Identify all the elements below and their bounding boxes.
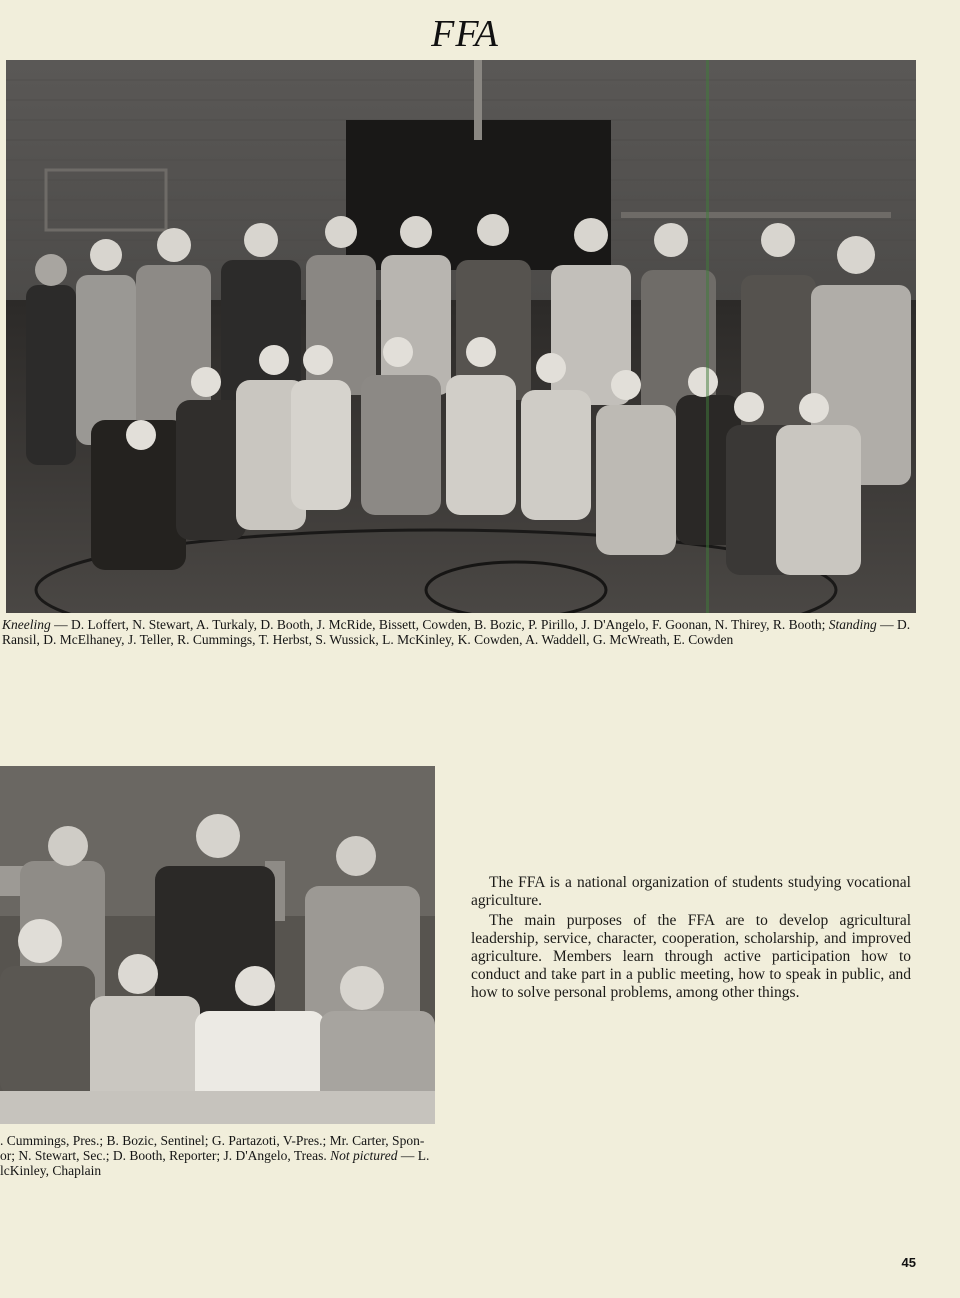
standing-label: Standing [828, 617, 877, 632]
kneeling-label: Kneeling [2, 617, 51, 632]
officers-photo-icon [0, 766, 435, 1124]
officers-photo [0, 766, 435, 1124]
description-paragraph-1: The FFA is a national organization of students studying vocational agriculture. [471, 874, 911, 909]
page-title: FFA [431, 13, 499, 55]
kneeling-names: — D. Loffert, N. Stewart, A. Turkaly, D. Booth, J. McRide, Bissett, Cowden, B. Bozic, P. Pirillo, J. D'Angelo, F. Goonan, N. Thirey, R. Booth; [50, 617, 829, 632]
group-photo-icon [6, 60, 916, 613]
description-paragraph-2: The main purposes of the FFA are to develop agricultural leadership, service, character, cooperation, scholarship, and improved agriculture. Members learn through active participation how to conduct and take part in a public meeting, how to speak in public, and how to solve personal problems, among other things. [471, 912, 911, 1001]
group-photo [6, 60, 916, 613]
officers-photo-caption [0, 1133, 435, 1178]
page-number: 45 [901, 1255, 916, 1270]
officers-names: . Cummings, Pres.; B. Bozic, Sentinel; G. Partazoti, V-Pres.; Mr. Carter, Spon- or; N. Stewart, Sec.; D. Booth, Reporter; J. D'Angelo, Treas. [0, 1133, 425, 1163]
ffa-description [471, 874, 911, 1004]
group-photo-caption [2, 617, 922, 647]
standing-names: — D. Ransil, D. McElhaney, J. Teller, R. Cummings, T. Herbst, S. Wussick, L. McKinley, K. Cowden, A. Waddell, G. McWreath, E. Cowden [2, 617, 911, 647]
not-pictured-label: Not pictured [330, 1148, 398, 1163]
not-pictured-names: — L. lcKinley, Chaplain [0, 1148, 430, 1178]
